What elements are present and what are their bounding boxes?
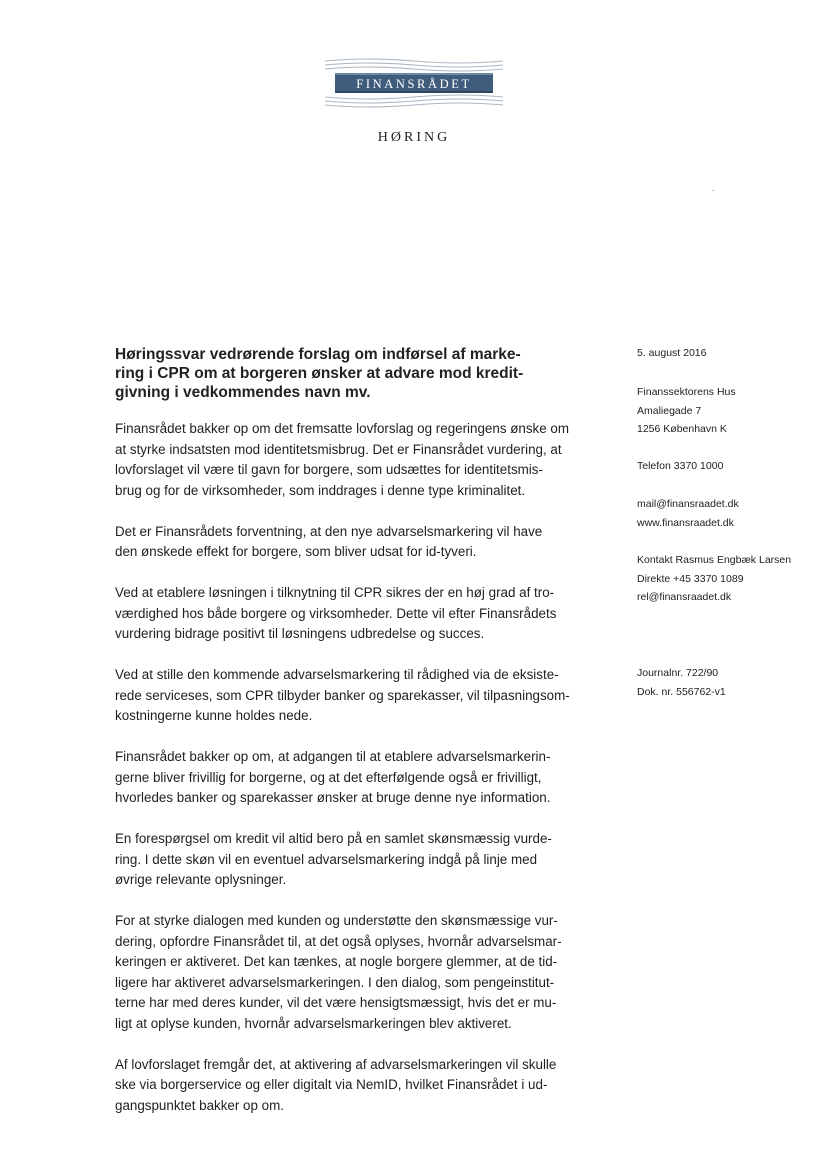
paragraph-3: [115, 583, 615, 645]
text-line: keringen er aktiveret. Det kan tænkes, at nogle borgere glemmer, at de tid-: [115, 954, 558, 969]
text-line: gangspunktet bakker op om.: [115, 1097, 284, 1113]
text-line: For at styrke dialogen med kunden og understøtte den skønsmæssige vur-: [115, 913, 558, 928]
text-line: Det er Finansrådets forventning, at den nye advarselsmarkering vil have: [115, 523, 543, 539]
sidebar-contact: [637, 551, 791, 607]
text-line: hvorledes banker og sparekasser ønsker at bruge denne nye information.: [115, 790, 551, 805]
journal-number: Journalnr. 722/90: [637, 667, 719, 679]
title-line: Høringssvar vedrørende forslag om indførsel af marke-: [115, 346, 521, 363]
text-line: brug og for de virksomheder, som inddrages i denne type kriminalitet.: [115, 482, 526, 498]
text-line: rede serviceses, som CPR tilbyder banker og sparekasser, vil tilpasningsom-: [115, 687, 570, 703]
text-line: kostningerne kunne holdes nede.: [115, 708, 313, 723]
sidebar-web: [637, 495, 739, 532]
title-line: ring i CPR om at borgeren ønsker at advare mod kredit-: [115, 365, 524, 382]
sidebar-date: 5. august 2016: [637, 347, 707, 359]
text-line: ring. I dette skøn vil en eventuel advarselsmarkering indgå på linje med: [115, 851, 538, 867]
paragraph-1: [115, 419, 615, 501]
text-line: at styrke indsatsten mod identitetsmisbrug. Det er Finansrådet vurdering, at: [115, 441, 562, 457]
text-line: gerne bliver frivillig for borgerne, og at det efterfølgende også er frivilligt,: [115, 769, 542, 785]
paragraph-4: [115, 665, 615, 727]
text-line: vurdering bidrage positivt til løsningens udbredelse og succes.: [115, 626, 485, 641]
text-line: dering, opfordre Finansrådet til, at det også oplyses, hvornår advarselsmar-: [115, 933, 562, 949]
document-type-heading: HØRING: [377, 130, 451, 145]
text-line: ligt at oplyse kunden, hvornår advarselsmarkeringen blev aktiveret.: [115, 1015, 512, 1031]
title-line: givning i vedkommendes navn mv.: [115, 384, 371, 401]
text-line: Af lovforslaget fremgår det, at aktivering af advarselsmarkeringen vil skulle: [115, 1056, 557, 1072]
sidebar-address: [637, 383, 736, 439]
text-line: Finansrådet bakker op om det fremsatte lovforslag og regeringens ønske om: [115, 421, 570, 436]
text-line: terne har med deres kunder, vil det være hensigtsmæssigt, hvis det er mu-: [115, 995, 557, 1010]
text-line: En forespørgsel om kredit vil altid bero på en samlet skønsmæssig vurde-: [115, 831, 552, 846]
paragraph-6: [115, 829, 615, 891]
paragraph-2: [115, 522, 615, 563]
paragraph-5: [115, 747, 615, 809]
text-line: den ønskede effekt for borgere, som bliver udsat for id-tyveri.: [115, 544, 477, 559]
text-line: Ved at stille den kommende advarselsmarkering til rådighed via de eksiste-: [115, 667, 559, 682]
text-line: Finansrådet bakker op om, at adgangen til at etablere advarselsmarkerin-: [115, 749, 551, 764]
paragraph-7: [115, 911, 615, 1034]
sidebar-phone: Telefon 3370 1000: [637, 460, 724, 472]
email-link[interactable]: mail@finansraadet.dk: [637, 498, 739, 510]
address-line: Finanssektorens Hus: [637, 386, 736, 398]
document-title: [115, 345, 605, 402]
address-line: 1256 København K: [637, 423, 727, 435]
text-line: lovforslaget vil være til gavn for borgere, som udsættes for identitetsmis-: [115, 462, 543, 477]
website-link[interactable]: www.finansraadet.dk: [637, 516, 734, 529]
document-number: Dok. nr. 556762-v1: [637, 685, 726, 698]
contact-email-link[interactable]: rel@finansraadet.dk: [637, 591, 732, 603]
text-line: Ved at etablere løsningen i tilknytning til CPR sikres der en høj grad af tro-: [115, 585, 555, 600]
address-line: Amaliegade 7: [637, 404, 702, 417]
logo-text: FINANSRÅDET: [356, 77, 472, 91]
contact-direct-phone: Direkte +45 3370 1089: [637, 572, 744, 585]
text-line: ske via borgerservice og eller digitalt via NemID, hvilket Finansrådet i ud-: [115, 1077, 548, 1092]
finansraadet-logo: [323, 57, 505, 109]
text-line: ligere har aktiveret advarselsmarkeringen. I den dialog, som pengeinstitut-: [115, 974, 555, 990]
paragraph-8: [115, 1055, 615, 1117]
logo-graphic: [323, 57, 505, 109]
text-line: værdighed hos både borgere og virksomheder. Dette vil efter Finansrådets: [115, 605, 557, 621]
text-line: øvrige relevante oplysninger.: [115, 872, 287, 887]
document-body: [115, 419, 615, 1137]
sidebar-references: [637, 664, 726, 701]
scan-speck: [712, 190, 714, 191]
contact-name: Kontakt Rasmus Engbæk Larsen: [637, 554, 792, 566]
